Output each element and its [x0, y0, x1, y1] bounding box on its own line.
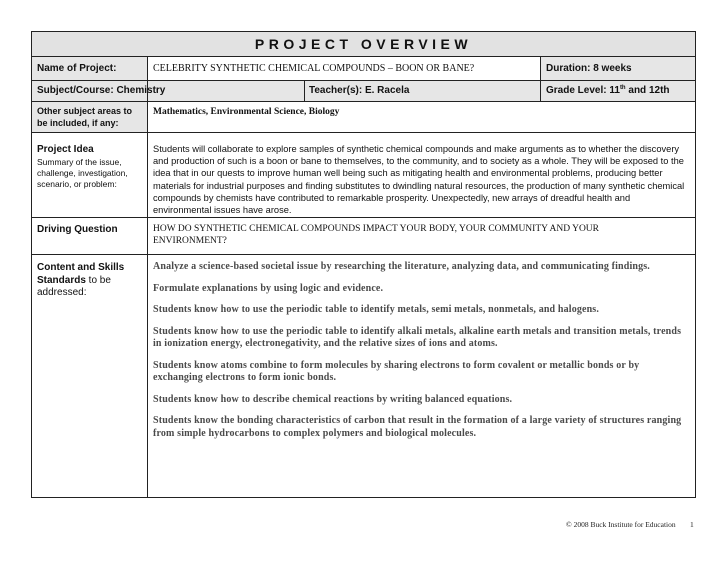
grade-level-sup: th	[619, 85, 626, 91]
project-idea-label-cell	[37, 144, 145, 190]
standards-label	[37, 262, 145, 300]
project-idea-sublabel: Summary of the issue, challenge, investigation, scenario, or problem:	[37, 156, 128, 189]
standard-item: Students know how to use the periodic table to identify metals, semi metals, nonmetals, and halogens.	[153, 304, 599, 315]
other-subjects-value: Mathematics, Environmental Science, Biology	[153, 107, 340, 117]
footer-copyright: © 2008 Buck Institute for Education	[566, 520, 676, 529]
row-divider	[32, 217, 695, 218]
project-name-value: CELEBRITY SYNTHETIC CHEMICAL COMPOUNDS – BOON OR BANE?	[153, 63, 475, 74]
driving-question-text: HOW DO SYNTHETIC CHEMICAL COMPOUNDS IMPACT YOUR BODY, YOUR COMMUNITY AND YOUR ENVIRONMENT?	[153, 224, 600, 246]
standard-item: Students know the bonding characteristics of carbon that result in the formation of a large variety of structures ranging from simple hydrocarbons to complex polymers and biological molecules.	[153, 415, 682, 439]
standard-item: Students know how to use the periodic table to identify alkali metals, alkaline earth metals and transition metals, trends in ionization energy, electronegativity, and the relative sizes of ions and atoms.	[153, 325, 682, 349]
standard-item: Formulate explanations by using logic and evidence.	[153, 282, 384, 294]
teacher: Teacher(s): E. Racela	[309, 85, 410, 96]
project-idea-text: Students will collaborate to explore samples of synthetic chemical compounds and make arguments as to whether the discovery and production of such is a boon or bane to themselves, to the community, and to society as a whole. They will be exposed to the idea that in our quests to improve human well being such as mitigating health and environmental problems, producing better materials for industrial purposes and finding substitutes to dwindling natural resources, the production of many synthetic chemical compounds by chemists have contributed to remarkable prosperity. Unexpectedly, new arrays of dreadful health and environmental issues have arose.	[153, 144, 685, 216]
standards-label-rest: to be addressed:	[37, 274, 111, 298]
grade-level-suffix: and 12th	[625, 85, 670, 96]
column-divider	[540, 57, 541, 101]
grade-level	[546, 85, 670, 98]
driving-question-label: Driving Question	[37, 224, 118, 235]
standard-item: Analyze a science-based societal issue by researching the literature, analyzing data, and communicating findings.	[153, 261, 650, 272]
other-subjects-label: Other subject areas to be included, if any:	[37, 106, 133, 128]
column-divider	[304, 81, 305, 101]
project-name-label: Name of Project:	[37, 63, 117, 74]
row-divider	[32, 132, 695, 133]
subject-course: Subject/Course: Chemistry	[37, 85, 166, 96]
column-divider	[147, 57, 148, 497]
standard-item: Students know how to describe chemical reactions by writing balanced equations.	[153, 393, 513, 405]
footer-page-number: 1	[690, 520, 694, 529]
page-title: PROJECT OVERVIEW	[32, 32, 695, 57]
grade-level-text: Grade Level: 11	[546, 85, 620, 96]
standard-item: Students know atoms combine to form molecules by sharing electrons to form covalent or metallic bonds or by exchanging electrons to form ionic bonds.	[153, 359, 640, 383]
project-idea-label: Project Idea	[37, 144, 94, 155]
standards-list	[153, 261, 690, 449]
duration: Duration: 8 weeks	[546, 63, 632, 74]
project-overview-table	[31, 31, 696, 498]
row-divider	[32, 254, 695, 255]
standards-label-bold: Content and Skills Standards	[37, 262, 125, 286]
